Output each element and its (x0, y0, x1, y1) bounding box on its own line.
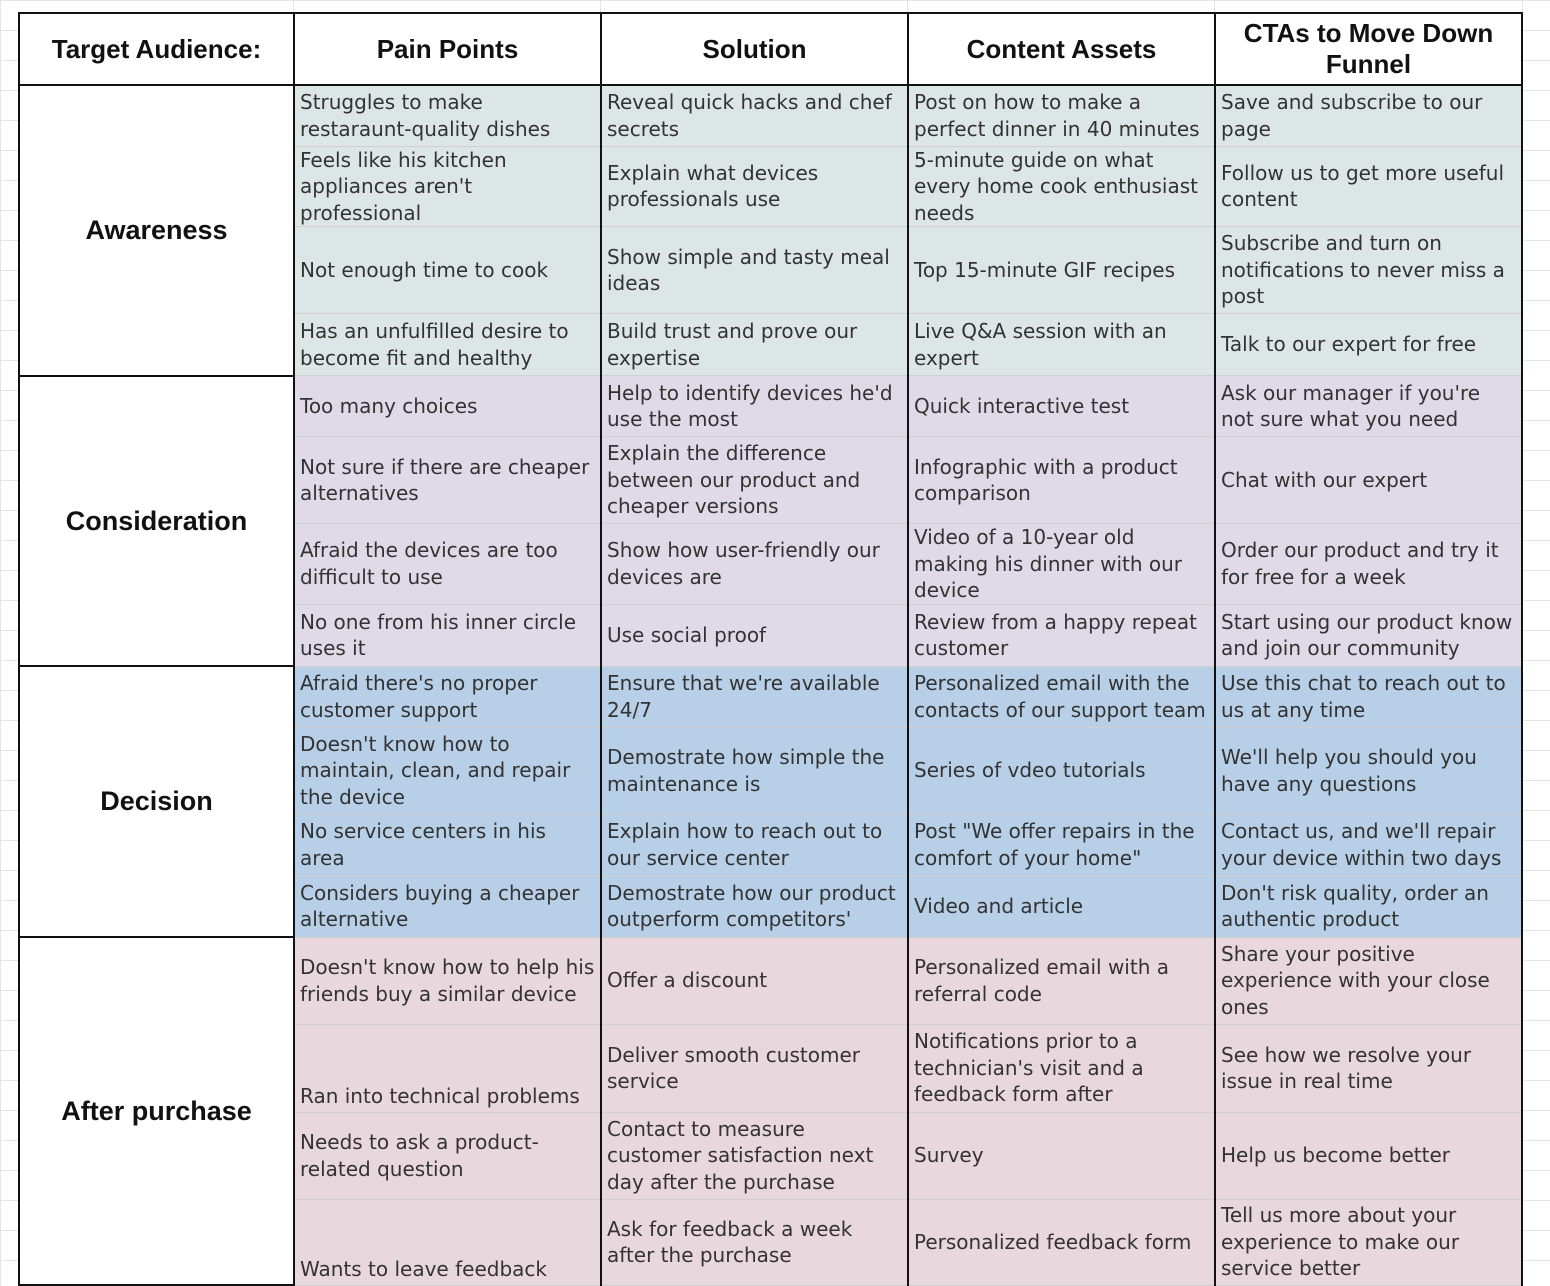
stage-label[interactable]: After purchase (19, 937, 294, 1285)
cta-cell[interactable]: We'll help you should you have any questions (1215, 727, 1522, 814)
pain-point-cell[interactable]: Not enough time to cook (294, 227, 601, 314)
content-asset-cell[interactable]: Personalized feedback form (908, 1199, 1215, 1285)
stage-decision (19, 666, 1522, 937)
stage-consideration (19, 376, 1522, 667)
pain-point-cell[interactable]: No service centers in his area (294, 814, 601, 875)
stage-awareness (19, 85, 1522, 376)
content-asset-cell[interactable]: Review from a happy repeat customer (908, 604, 1215, 666)
solution-cell[interactable]: Reveal quick hacks and chef secrets (601, 85, 908, 146)
header-solution[interactable]: Solution (601, 13, 908, 85)
cta-cell[interactable]: Start using our product know and join our community (1215, 604, 1522, 666)
stage-label[interactable]: Decision (19, 666, 294, 937)
header-target-audience[interactable]: Target Audience: (19, 13, 294, 85)
pain-point-cell[interactable]: Feels like his kitchen appliances aren't professional (294, 146, 601, 227)
header-pain-points[interactable]: Pain Points (294, 13, 601, 85)
pain-point-cell[interactable]: Ran into technical problems (294, 1024, 601, 1112)
cta-cell[interactable]: Subscribe and turn on notifications to never miss a post (1215, 227, 1522, 314)
pain-point-cell[interactable]: Afraid the devices are too difficult to use (294, 524, 601, 605)
pain-point-cell[interactable]: No one from his inner circle uses it (294, 604, 601, 666)
content-asset-cell[interactable]: 5-minute guide on what every home cook enthusiast needs (908, 146, 1215, 227)
stage-label[interactable]: Consideration (19, 376, 294, 667)
funnel-content-table (18, 12, 1523, 1286)
cta-cell[interactable]: Talk to our expert for free (1215, 314, 1522, 376)
pain-point-cell[interactable]: Wants to leave feedback (294, 1199, 601, 1285)
solution-cell[interactable]: Show simple and tasty meal ideas (601, 227, 908, 314)
pain-point-cell[interactable]: Has an unfulfilled desire to become fit and healthy (294, 314, 601, 376)
solution-cell[interactable]: Show how user-friendly our devices are (601, 524, 908, 605)
stage-after-purchase (19, 937, 1522, 1285)
solution-cell[interactable]: Demostrate how our product outperform competitors' (601, 875, 908, 937)
solution-cell[interactable]: Demostrate how simple the maintenance is (601, 727, 908, 814)
content-asset-cell[interactable]: Personalized email with a referral code (908, 937, 1215, 1024)
pain-point-cell[interactable]: Not sure if there are cheaper alternatives (294, 437, 601, 524)
stage-label[interactable]: Awareness (19, 85, 294, 376)
content-asset-cell[interactable]: Quick interactive test (908, 376, 1215, 437)
cta-cell[interactable]: Don't risk quality, order an authentic product (1215, 875, 1522, 937)
table-row (19, 376, 1522, 437)
solution-cell[interactable]: Contact to measure customer satisfaction next day after the purchase (601, 1112, 908, 1199)
table-row (19, 666, 1522, 727)
content-asset-cell[interactable]: Video of a 10-year old making his dinner with our device (908, 524, 1215, 605)
pain-point-cell[interactable]: Needs to ask a product-related question (294, 1112, 601, 1199)
solution-cell[interactable]: Build trust and prove our expertise (601, 314, 908, 376)
pain-point-cell[interactable]: Considers buying a cheaper alternative (294, 875, 601, 937)
solution-cell[interactable]: Deliver smooth customer service (601, 1024, 908, 1112)
table-row (19, 937, 1522, 1024)
cta-cell[interactable]: Ask our manager if you're not sure what you need (1215, 376, 1522, 437)
content-asset-cell[interactable]: Series of vdeo tutorials (908, 727, 1215, 814)
solution-cell[interactable]: Ensure that we're available 24/7 (601, 666, 908, 727)
content-asset-cell[interactable]: Infographic with a product comparison (908, 437, 1215, 524)
solution-cell[interactable]: Explain the difference between our product and cheaper versions (601, 437, 908, 524)
cta-cell[interactable]: Tell us more about your experience to make our service better (1215, 1199, 1522, 1285)
pain-point-cell[interactable]: Doesn't know how to help his friends buy a similar device (294, 937, 601, 1024)
cta-cell[interactable]: Chat with our expert (1215, 437, 1522, 524)
pain-point-cell[interactable]: Afraid there's no proper customer support (294, 666, 601, 727)
pain-point-cell[interactable]: Struggles to make restaraunt-quality dishes (294, 85, 601, 146)
cta-cell[interactable]: Contact us, and we'll repair your device within two days (1215, 814, 1522, 875)
cta-cell[interactable]: Use this chat to reach out to us at any time (1215, 666, 1522, 727)
solution-cell[interactable]: Explain how to reach out to our service center (601, 814, 908, 875)
solution-cell[interactable]: Offer a discount (601, 937, 908, 1024)
cta-cell[interactable]: See how we resolve your issue in real time (1215, 1024, 1522, 1112)
content-asset-cell[interactable]: Post "We offer repairs in the comfort of your home" (908, 814, 1215, 875)
cta-cell[interactable]: Share your positive experience with your close ones (1215, 937, 1522, 1024)
solution-cell[interactable]: Ask for feedback a week after the purchase (601, 1199, 908, 1285)
pain-point-cell[interactable]: Too many choices (294, 376, 601, 437)
solution-cell[interactable]: Help to identify devices he'd use the most (601, 376, 908, 437)
solution-cell[interactable]: Use social proof (601, 604, 908, 666)
header-ctas[interactable]: CTAs to Move Down Funnel (1215, 13, 1522, 85)
content-asset-cell[interactable]: Video and article (908, 875, 1215, 937)
content-asset-cell[interactable]: Top 15-minute GIF recipes (908, 227, 1215, 314)
solution-cell[interactable]: Explain what devices professionals use (601, 146, 908, 227)
cta-cell[interactable]: Help us become better (1215, 1112, 1522, 1199)
content-asset-cell[interactable]: Live Q&A session with an expert (908, 314, 1215, 376)
content-asset-cell[interactable]: Notifications prior to a technician's visit and a feedback form after (908, 1024, 1215, 1112)
content-asset-cell[interactable]: Survey (908, 1112, 1215, 1199)
header-row (19, 13, 1522, 85)
table-row (19, 85, 1522, 146)
header-content-assets[interactable]: Content Assets (908, 13, 1215, 85)
content-asset-cell[interactable]: Post on how to make a perfect dinner in 40 minutes (908, 85, 1215, 146)
cta-cell[interactable]: Follow us to get more useful content (1215, 146, 1522, 227)
pain-point-cell[interactable]: Doesn't know how to maintain, clean, and repair the device (294, 727, 601, 814)
cta-cell[interactable]: Save and subscribe to our page (1215, 85, 1522, 146)
content-asset-cell[interactable]: Personalized email with the contacts of our support team (908, 666, 1215, 727)
cta-cell[interactable]: Order our product and try it for free for a week (1215, 524, 1522, 605)
